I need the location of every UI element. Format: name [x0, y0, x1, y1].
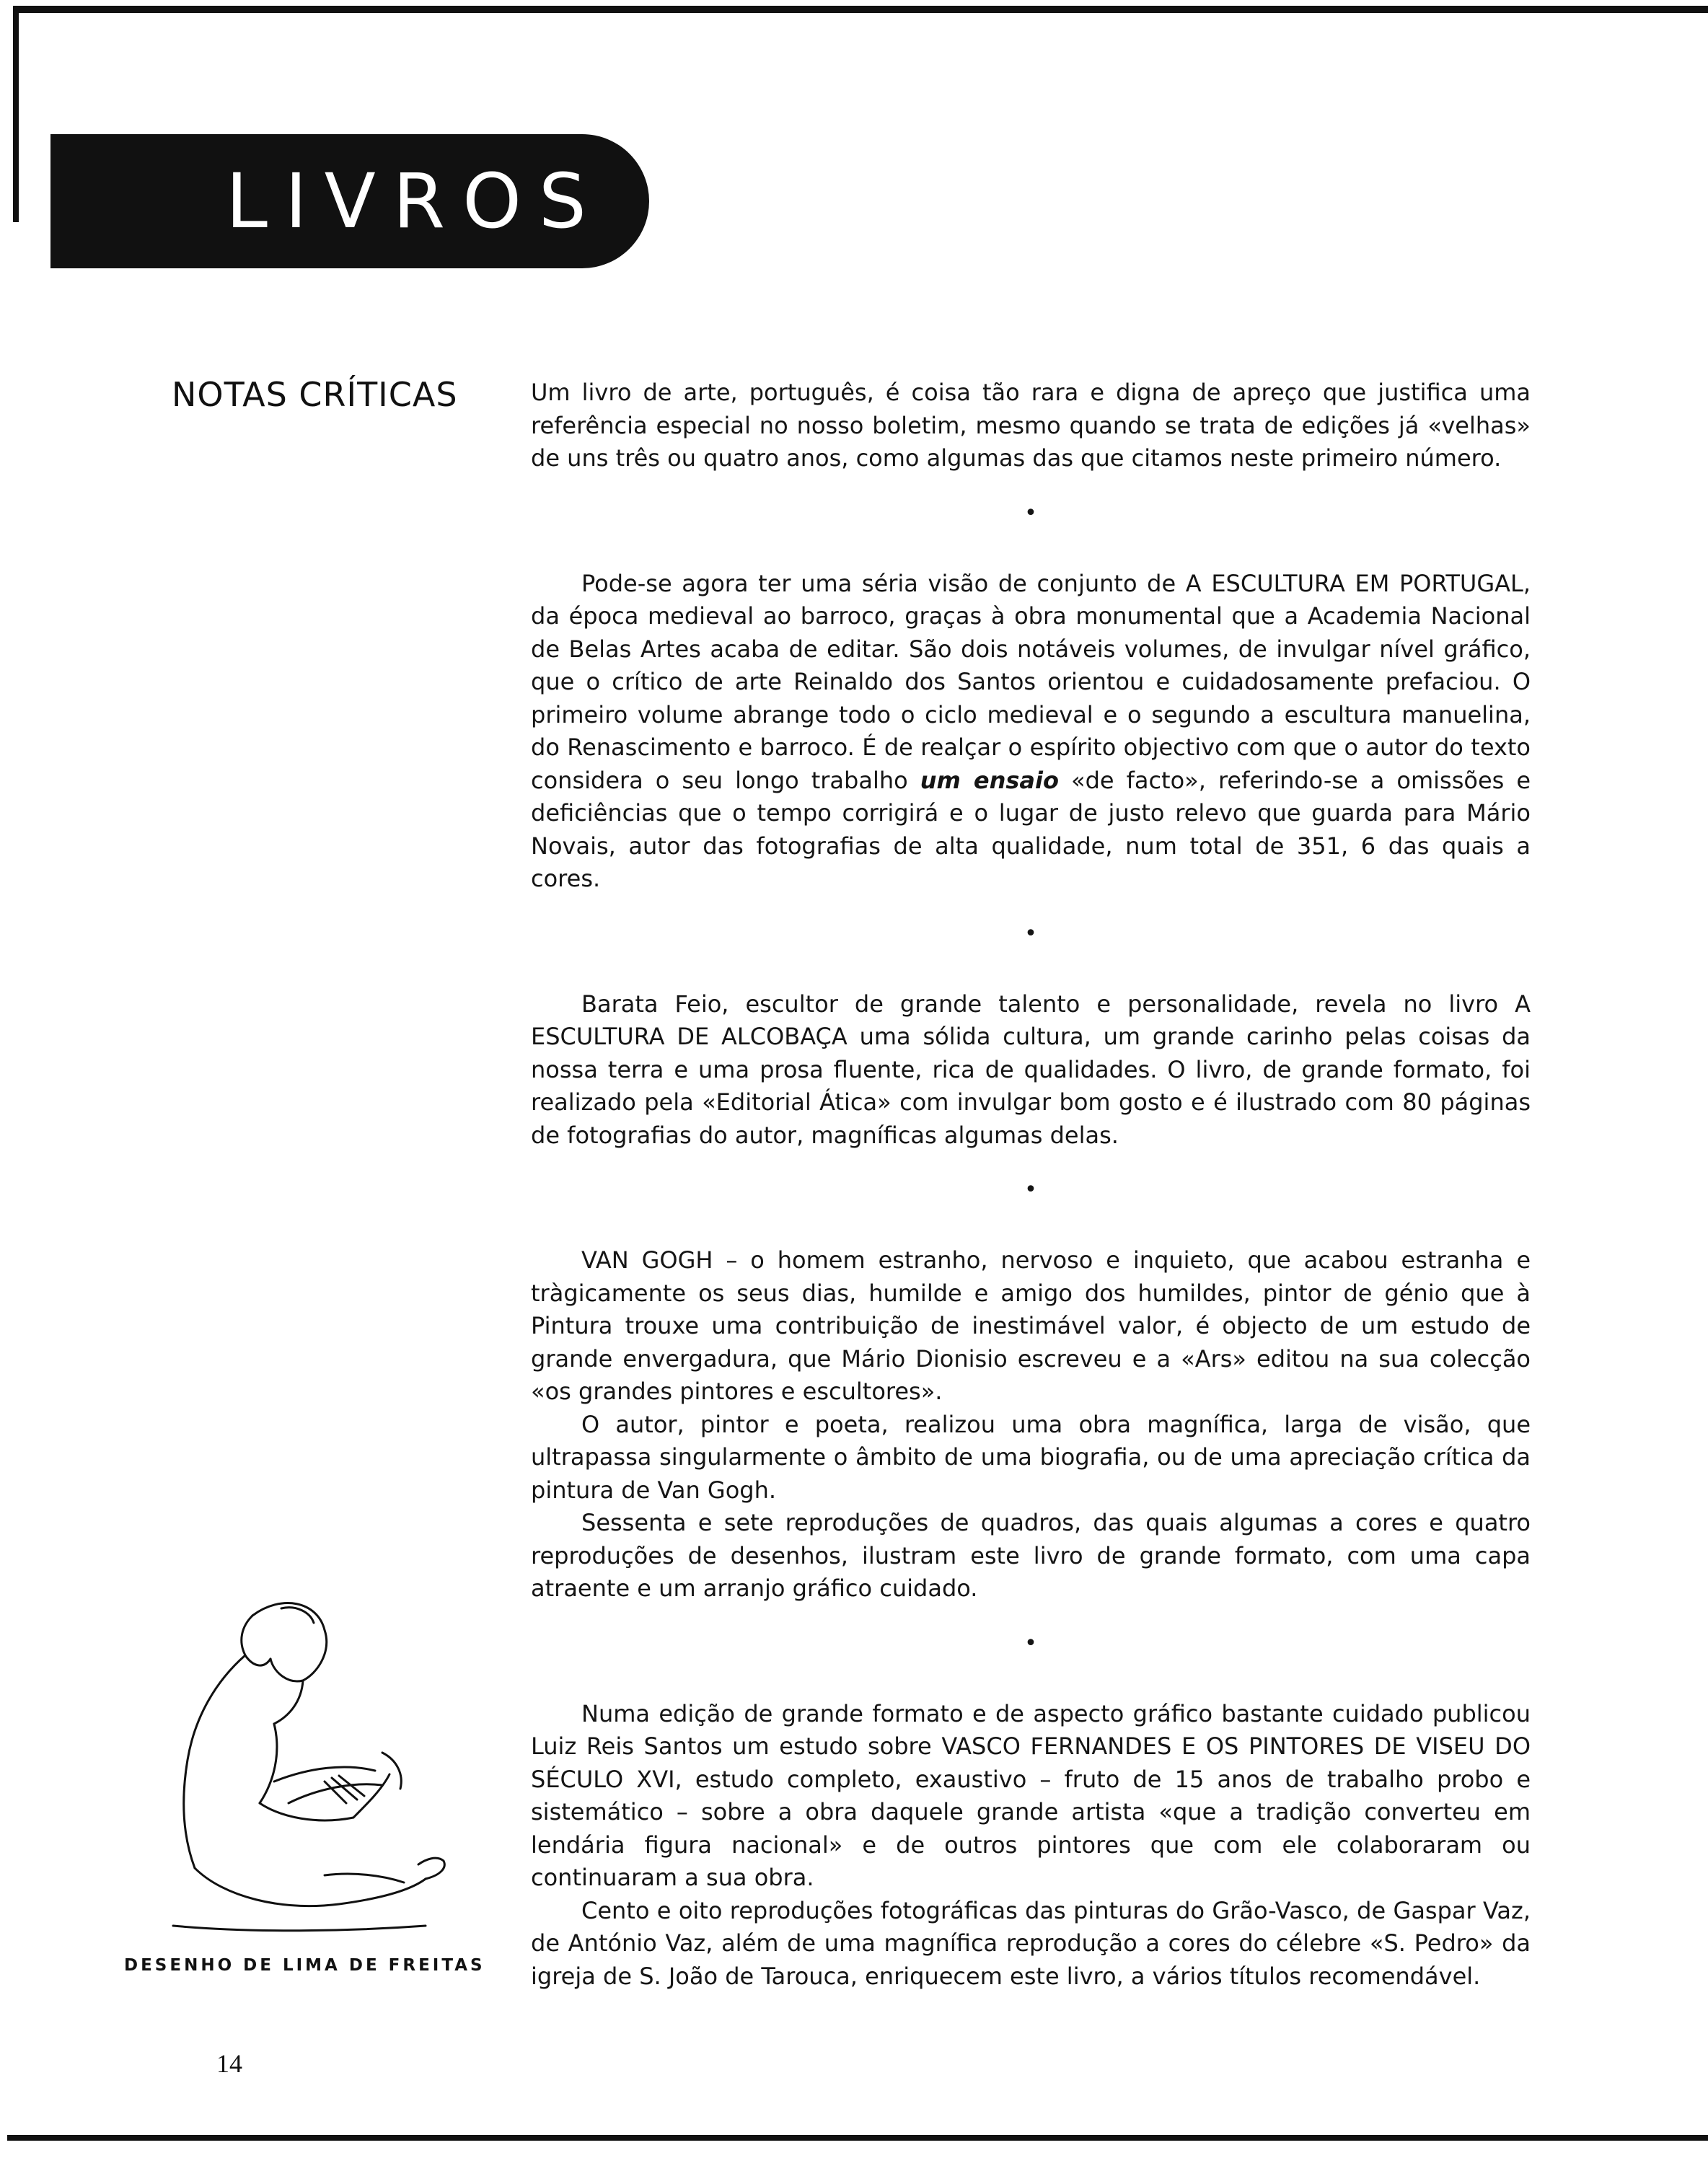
page-title: LIVROS [226, 157, 604, 245]
separator-bullet: • [1024, 920, 1037, 946]
section-heading: NOTAS CRÍTICAS [172, 375, 458, 414]
reading-figure-drawing [108, 1587, 483, 1962]
separator-bullet: • [1024, 1177, 1037, 1202]
separator-bullet: • [1024, 1630, 1037, 1656]
illustration-caption: DESENHO DE LIMA DE FREITAS [124, 1956, 485, 1975]
escultura-portugal-paragraph [531, 568, 1531, 896]
top-border-rule [13, 6, 1708, 13]
emphasis-text: um ensaio [920, 766, 1059, 794]
article-body [531, 376, 1531, 1993]
escultura-portugal-text-1: Pode-se agora ter uma séria visão de conjunto de A ESCULTURA EM PORTUGAL, da época medieval ao barroco, graças à obra monumental que a Academia Nacional de Belas Artes acaba de editar. São dois notáveis volumes, de invulgar nível gráfico, que o crítico de arte Reinaldo dos Santos orientou e cuidadosamente prefaciou. O primeiro volume abrange todo o ciclo medieval e o segundo a escultura manuelina, do Renascimento e barroco. É de realçar o espírito objectivo com que o autor do texto considera o seu longo trabalho [531, 569, 1531, 794]
vasco-fernandes-paragraph-2: Cento e oito reproduções fotográficas das pinturas do Grão-Vasco, de Gaspar Vaz, de António Vaz, além de uma magnífica reprodução a cores do célebre «S. Pedro» da igreja de S. João de Tarouca, enriquecem este livro, a vários títulos recomendável. [531, 1896, 1531, 1990]
van-gogh-paragraph-1: VAN GOGH – o homem estranho, nervoso e inquieto, que acabou estranha e tràgicamente os seus dias, humilde e amigo dos humildes, pintor de génio que à Pintura trouxe uma contribuição de inestimável valor, é objecto de um estudo de grande envergadura, que Mário Dionisio escreveu e a «Ars» editou na sua colecção «os grandes pintores e escultores». [531, 1246, 1531, 1405]
separator-bullet: • [1024, 500, 1037, 526]
left-border-rule [13, 6, 19, 222]
section-banner [50, 134, 649, 268]
escultura-portugal-text-2: «de facto», referindo-se a omissões e deficiências que o tempo corrigirá e o lugar de justo relevo que guarda para Mário Novais, autor das fotografias de alta qualidade, num total de 351, 6 das quais a cores. [531, 766, 1531, 892]
alcobaca-paragraph: Barata Feio, escultor de grande talento e personalidade, revela no livro A ESCULTURA DE ALCOBAÇA uma sólida cultura, um grande carinho pelas coisas da nossa terra e uma prosa fluente, rica de qualidades. O livro, de grande formato, foi realizado pela «Editorial Ática» com invulgar bom gosto e é ilustrado com 80 páginas de fotografias do autor, magníficas algumas delas. [531, 990, 1531, 1149]
van-gogh-paragraph-3: Sessenta e sete reproduções de quadros, das quais algumas a cores e quatro reproduções de desenhos, ilustram este livro de grande formato, com uma capa atraente e um arranjo gráfico cuidado. [531, 1509, 1531, 1602]
vasco-fernandes-paragraph-1: Numa edição de grande formato e de aspecto gráfico bastante cuidado publicou Luiz Reis Santos um estudo sobre VASCO FERNANDES E OS PINTORES DE VISEU DO SÉCULO XVI, estudo completo, exaustivo – fruto de 15 anos de trabalho probo e sistemático – sobre a obra daquele grande artista «que a tradição converteu em lendária figura nacional» e de outros pintores que com ele colaboraram ou continuaram a sua obra. [531, 1699, 1531, 1891]
intro-paragraph: Um livro de arte, português, é coisa tão rara e digna de apreço que justifica uma referência especial no nosso boletim, mesmo quando se trata de edições já «velhas» de uns três ou quatro anos, como algumas das que citamos neste primeiro número. [531, 379, 1531, 472]
van-gogh-paragraph-2: O autor, pintor e poeta, realizou uma obra magnífica, larga de visão, que ultrapassa singularmente o âmbito de uma biografia, ou de uma apreciação crítica da pintura de Van Gogh. [531, 1410, 1531, 1504]
bottom-border-rule [7, 2135, 1708, 2141]
page-number: 14 [216, 2049, 242, 2078]
